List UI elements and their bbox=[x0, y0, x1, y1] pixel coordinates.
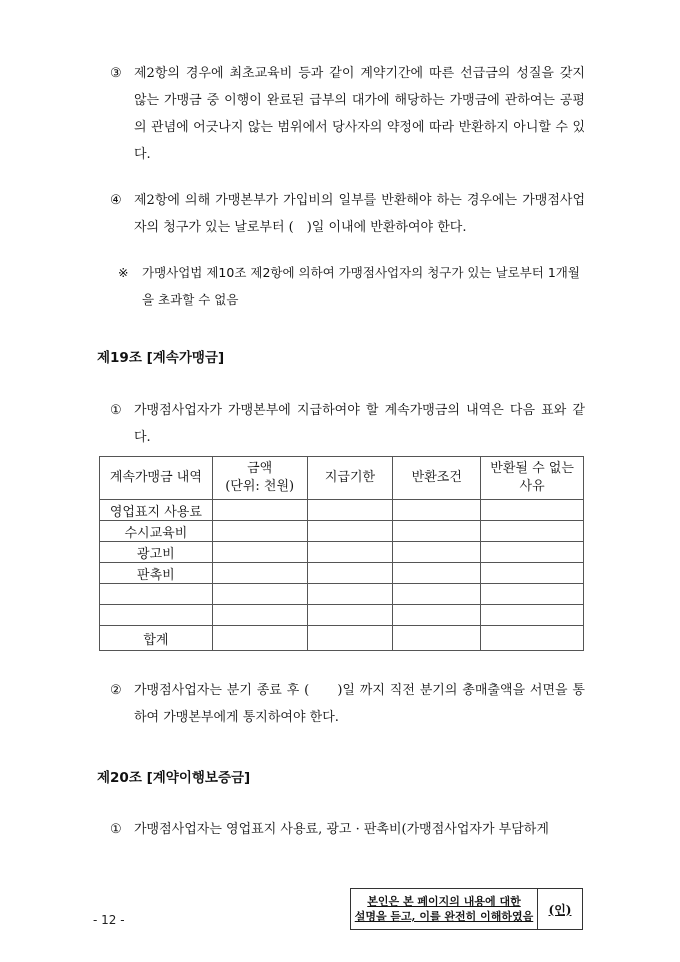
header-amount-line1: 금액 bbox=[247, 461, 273, 476]
legal-note bbox=[118, 259, 588, 313]
article-19-paragraph-1 bbox=[110, 397, 585, 451]
paragraph-text: 가맹점사업자는 영업표지 사용료, 광고 · 판촉비(가맹점사업자가 부담하게 bbox=[134, 822, 549, 837]
table-cell bbox=[307, 563, 393, 584]
row-item: 판촉비 bbox=[100, 563, 213, 584]
note-text: 가맹사업법 제10조 제2항에 의하여 가맹점사업자의 청구가 있는 날로부터 1개월을 초과할 수 없음 bbox=[142, 265, 580, 307]
table-row bbox=[100, 521, 584, 542]
note-mark: ※ bbox=[118, 265, 129, 280]
table-row bbox=[100, 584, 584, 605]
paragraph-number: ④ bbox=[110, 193, 122, 208]
paragraph-text: 제2항의 경우에 최초교육비 등과 같이 계약기간에 따른 선급금의 성질을 갖지 않는 가맹금 중 이행이 완료된 급부의 대가에 해당하는 가맹금에 관하여는 공평의 관념에 어긋나지 않는 범위에서 당사자의 약정에 따라 반환하지 아니할 수 있다. bbox=[134, 66, 585, 162]
table-cell bbox=[393, 626, 481, 651]
paragraph-number: ② bbox=[110, 683, 122, 698]
article-20-heading: 제20조 [계약이행보증금] bbox=[97, 770, 251, 786]
table-cell bbox=[393, 605, 481, 626]
confirmation-text bbox=[351, 889, 538, 929]
table-cell bbox=[481, 500, 584, 521]
confirmation-box bbox=[350, 888, 583, 930]
confirmation-line-2: 설명을 듣고, 이를 완전히 이해하였음 bbox=[354, 910, 534, 923]
table-cell bbox=[481, 521, 584, 542]
paragraph-3 bbox=[110, 60, 585, 168]
paragraph-number: ① bbox=[110, 403, 122, 418]
table-row bbox=[100, 605, 584, 626]
table-cell bbox=[481, 605, 584, 626]
table-cell bbox=[481, 626, 584, 651]
row-item: 광고비 bbox=[100, 542, 213, 563]
table-cell bbox=[212, 500, 307, 521]
table-cell bbox=[212, 563, 307, 584]
table-total-row bbox=[100, 626, 584, 651]
paragraph-4 bbox=[110, 187, 585, 241]
paragraph-text: 가맹점사업자는 분기 종료 후 ( )일 까지 직전 분기의 총매출액을 서면을 통하여 가맹본부에게 통지하여야 한다. bbox=[134, 683, 585, 725]
table-row bbox=[100, 563, 584, 584]
header-amount-line2: (단위: 천원) bbox=[225, 479, 295, 494]
table-cell bbox=[212, 605, 307, 626]
table-cell bbox=[307, 500, 393, 521]
paragraph-number: ① bbox=[110, 822, 122, 837]
continuing-fee-table bbox=[99, 456, 584, 651]
row-item bbox=[100, 605, 213, 626]
confirmation-line-1: 본인은 본 페이지의 내용에 대한 bbox=[367, 895, 521, 908]
header-refund-condition: 반환조건 bbox=[393, 457, 481, 500]
article-20-paragraph-1 bbox=[110, 816, 585, 843]
table-cell bbox=[307, 542, 393, 563]
table-cell bbox=[393, 542, 481, 563]
table-row bbox=[100, 500, 584, 521]
table-cell bbox=[212, 521, 307, 542]
table-cell bbox=[307, 584, 393, 605]
row-item bbox=[100, 584, 213, 605]
table-cell bbox=[481, 584, 584, 605]
table-cell bbox=[307, 521, 393, 542]
page-number: - 12 - bbox=[93, 913, 125, 927]
header-deadline: 지급기한 bbox=[307, 457, 393, 500]
header-item: 계속가맹금 내역 bbox=[100, 457, 213, 500]
article-19-heading: 제19조 [계속가맹금] bbox=[97, 350, 225, 366]
table-cell bbox=[212, 584, 307, 605]
header-nonrefund-line1: 반환될 수 없는 bbox=[490, 461, 574, 476]
table-cell bbox=[212, 626, 307, 651]
table-cell bbox=[393, 584, 481, 605]
row-item: 합계 bbox=[100, 626, 213, 651]
table-cell bbox=[393, 563, 481, 584]
table-cell bbox=[212, 542, 307, 563]
seal-mark: (인) bbox=[548, 902, 572, 917]
table-cell bbox=[481, 563, 584, 584]
paragraph-number: ③ bbox=[110, 66, 122, 81]
table-cell bbox=[393, 521, 481, 542]
article-19-paragraph-2 bbox=[110, 677, 585, 731]
table-row bbox=[100, 542, 584, 563]
paragraph-text: 제2항에 의해 가맹본부가 가입비의 일부를 반환해야 하는 경우에는 가맹점사업자의 청구가 있는 날로부터 ( )일 이내에 반환하여야 한다. bbox=[134, 193, 585, 235]
table-cell bbox=[307, 605, 393, 626]
row-item: 영업표지 사용료 bbox=[100, 500, 213, 521]
paragraph-text: 가맹점사업자가 가맹본부에 지급하여야 할 계속가맹금의 내역은 다음 표와 같다. bbox=[134, 403, 585, 445]
table-header-row bbox=[100, 457, 584, 500]
header-nonrefund-reason bbox=[481, 457, 584, 500]
header-nonrefund-line2: 사유 bbox=[519, 479, 545, 494]
table-cell bbox=[393, 500, 481, 521]
table-cell bbox=[307, 626, 393, 651]
table-cell bbox=[481, 542, 584, 563]
header-amount bbox=[212, 457, 307, 500]
row-item: 수시교육비 bbox=[100, 521, 213, 542]
